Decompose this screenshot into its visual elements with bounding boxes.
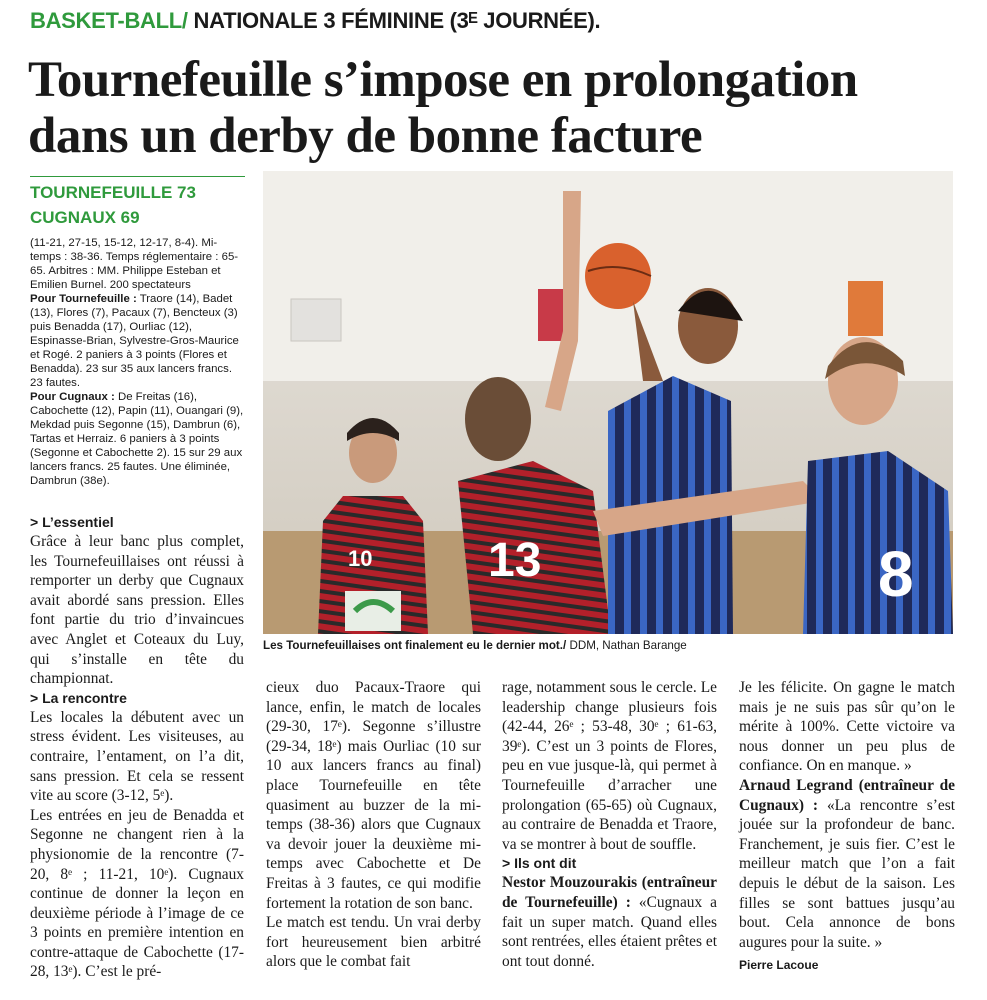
- caption-text: Les Tournefeuillaises ont finalement eu le dernier mot./: [263, 639, 567, 652]
- paragraph-col3-1: rage, notamment sous le cercle. Le leadership change plusieurs fois (42-44, 26ᵉ ; 53-48, 30ᵉ ; 61-63, 39ᵉ). C’est un 3 points de Flores, peu en vue jusque-là, qui permet à Tournefeuille d’arracher une prolongation (65-65) où Cugnaux, au contraire de Benadda et Traore, va se montrer à bout de souffle.: [502, 679, 717, 853]
- section-kicker: [30, 8, 600, 34]
- home-lineup-label: Pour Tournefeuille :: [30, 293, 137, 305]
- article-column-1: [30, 513, 244, 982]
- article-headline: Tournefeuille s’impose en prolongation dans un derby de bonne facture: [28, 52, 858, 164]
- subhead-ils-ont-dit: > Ils ont dit: [502, 855, 577, 872]
- quote-mouzourakis-end: Je les félicite. On gagne le match mais je ne suis pas sûr qu’on le mérite à 100%. Cette victoire va nous donner un peu plus de confiance. On en manque. »: [739, 679, 955, 775]
- photo-credit: DDM, Nathan Barange: [566, 639, 687, 652]
- scorebox-rule: [30, 176, 245, 177]
- paragraph-col2-1: cieux duo Pacaux-Traore qui lance, enfin, le match de locales (29-30, 17ᵉ). Segonne s’illustre (29-34, 18ᵉ) mais Ourliac (10 sur 10 aux lancers francs au final) place Tournefeuille en tête quasiment au buzzer de la mi-temps (38-36) alors que Cugnaux va devoir jouer la deuxième mi-temps avec Cabochette et De Freitas à 3 fautes, ce qui modifie fortement la rotation de son banc.: [266, 679, 481, 912]
- speaker-mouzourakis: Nestor Mouzourakis (entraîneur de Tournefeuille) :: [502, 874, 717, 911]
- speaker-legrand: Arnaud Legrand (entraîneur de Cugnaux) :: [739, 776, 955, 814]
- match-details: [30, 236, 245, 488]
- article-byline: Pierre Lacoue: [739, 958, 819, 973]
- article-column-4: [739, 678, 955, 976]
- article-column-3: [502, 678, 717, 971]
- paragraph-col2-2: Le match est tendu. Un vrai derby fort heureusement bien arbitré alors que le combat fait: [266, 914, 481, 971]
- match-photo: [263, 171, 953, 634]
- match-summary: (11-21, 27-15, 15-12, 12-17, 8-4). Mi-temps : 38-36. Temps réglementaire : 65-65. Arbitres : MM. Philippe Esteban et Emilien Burnel. 200 spectateurs: [30, 237, 239, 291]
- article-column-2: [266, 678, 481, 972]
- rubric-label: BASKET-BALL/: [30, 8, 188, 33]
- away-lineup: De Freitas (16), Cabochette (12), Papin (11), Ouangari (9), Mekdad puis Segonne (15), Dambrun (6), Tartas et Herraiz. 6 paniers à 3 points (Segonne et Cabochette 2). 15 sur 29 aux lancers francs. 25 fautes. Une éliminée, Dambrun (38e).: [30, 391, 244, 487]
- subhead-essentiel: > L’essentiel: [30, 514, 114, 530]
- quote-legrand-text: «La rencontre s’est jouée sur la profondeur de banc. Franchement, je suis fier. C’est le meilleur match que l’on a fait depuis le début de la saison. Les filles se sont battues jusqu’au bout. Cela annonce de bons augures pour la suite. »: [739, 796, 955, 951]
- away-lineup-label: Pour Cugnaux :: [30, 391, 115, 403]
- quote-legrand: [739, 776, 955, 952]
- quote-mouzourakis: [502, 873, 717, 971]
- jersey-number-10: 10: [348, 546, 373, 571]
- jersey-number-8: 8: [878, 538, 914, 610]
- basketball-action-image: [263, 171, 953, 634]
- home-team-score: TOURNEFEUILLE 73: [30, 183, 196, 202]
- jersey-number-13: 13: [488, 534, 542, 587]
- paragraph-essentiel: Grâce à leur banc plus complet, les Tournefeuillaises ont réussi à remporter un derby que Cugnaux avait abordé sans pression. Elles font partie du trio d’invaincues avec Anglet et Coteaux du Luy, qui s’installe en tête du championnat.: [30, 533, 244, 688]
- photo-caption: [263, 639, 953, 652]
- subhead-rencontre: > La rencontre: [30, 689, 127, 706]
- away-team-score: CUGNAUX 69: [30, 208, 140, 227]
- home-lineup: Traore (14), Badet (13), Flores (7), Pacaux (7), Bencteux (3) puis Benadda (17), Ourliac (12), Espinasse-Brian, Sylvestre-Gros-Maurice et Rogé. 2 paniers à 3 points (Flores et Benadda). 23 sur 35 aux lancers francs. 23 fautes.: [30, 293, 239, 389]
- section-label: NATIONALE 3 FÉMININE (3ᴱ JOURNÉE).: [187, 8, 601, 33]
- scorebox: [30, 176, 245, 488]
- paragraph-rencontre-2: Les entrées en jeu de Benadda et Segonne ne changent rien à la physionomie de la rencontre (7-20, 8ᵉ ; 11-21, 10ᵉ). Cugnaux continue de donner la leçon en deuxième période à l’image de ce 3 points en première intention en contre-attaque de Cabochette (17-28, 13ᵉ). C’est le pré-: [30, 806, 244, 981]
- paragraph-rencontre-1: Les locales la débutent avec un stress évident. Les visiteuses, au contraire, l’entament, on l’a dit, sans pression. Et cela se ressent vite au score (3-12, 5ᵉ).: [30, 708, 244, 805]
- quote-mouzourakis-text: «Cugnaux a fait un super match. Quand elles sont rentrées, elles étaient prêtes et ont tout donné.: [502, 893, 718, 970]
